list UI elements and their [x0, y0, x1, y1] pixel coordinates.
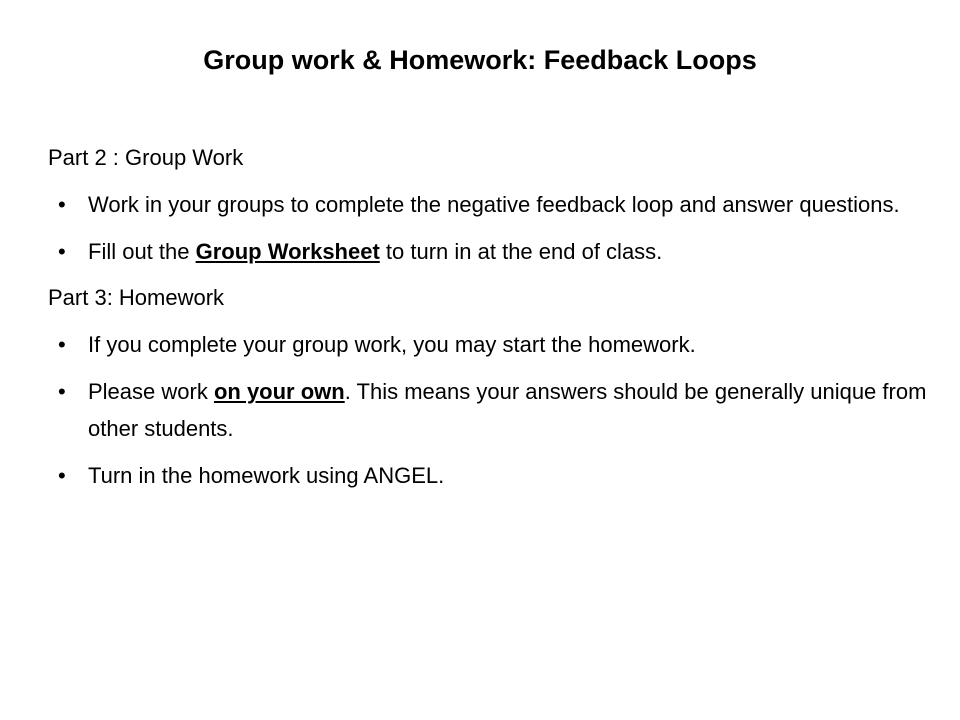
part3-bullet-2 — [48, 373, 928, 447]
part2-bullet-2 — [48, 233, 928, 270]
group-worksheet-emphasis: Group Worksheet — [195, 239, 380, 264]
part2-heading: Part 2 : Group Work — [48, 145, 244, 170]
slide-title: Group work & Homework: Feedback Loops — [203, 45, 757, 75]
bullet-text-suffix: . This means your answers should be generally unique from other students. — [88, 379, 927, 441]
bullet-dot: • — [58, 192, 66, 217]
part2-bullet-1 — [48, 186, 928, 223]
bullet-text-prefix: Please work — [88, 379, 214, 404]
part3-heading: Part 3: Homework — [48, 285, 225, 310]
bullet-dot: • — [58, 379, 66, 404]
bullet-dot: • — [58, 463, 66, 488]
bullet-text-suffix: to turn in at the end of class. — [379, 239, 663, 264]
bullet-dot: • — [58, 332, 66, 357]
slide-body — [48, 140, 928, 504]
bullet-dot: • — [58, 239, 66, 264]
bullet-text: If you complete your group work, you may start the homework. — [88, 332, 696, 357]
bullet-text: Turn in the homework using ANGEL. — [88, 463, 445, 488]
part3-bullet-1 — [48, 326, 928, 363]
bullet-text: Work in your groups to complete the negative feedback loop and answer questions. — [88, 192, 900, 217]
part3-bullet-3 — [48, 457, 928, 494]
on-your-own-emphasis: on your own — [213, 379, 345, 404]
bullet-text-prefix: Fill out the — [88, 239, 196, 264]
